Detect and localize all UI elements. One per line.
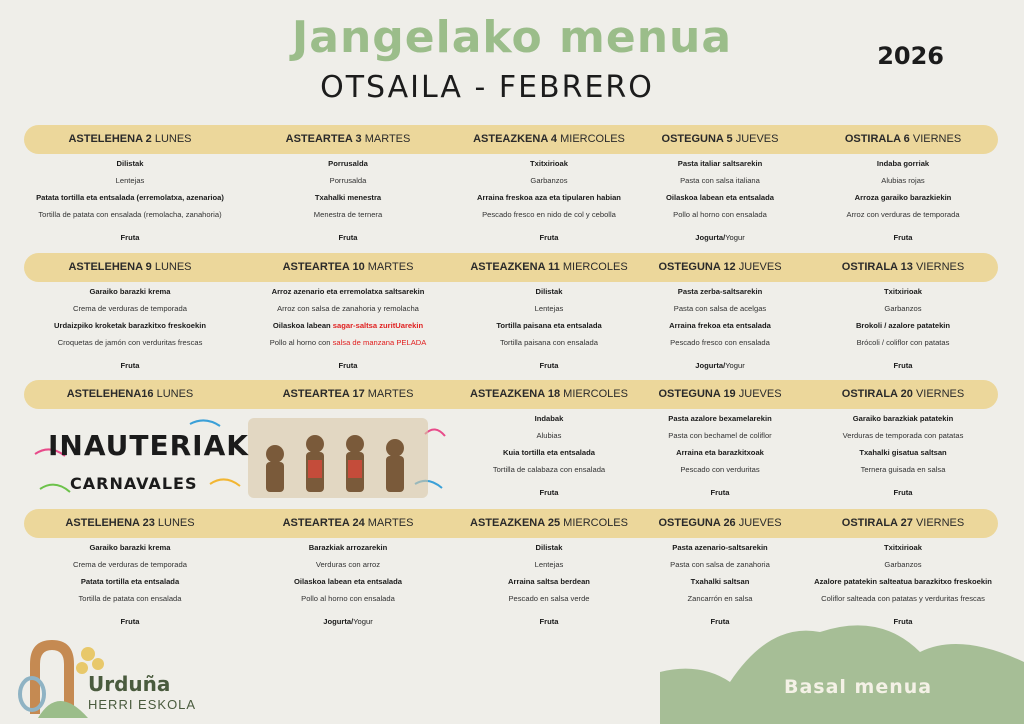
day-menu <box>803 543 1003 634</box>
school-subtitle: HERRI ESKOLA <box>88 697 197 712</box>
day-name-spanish: MARTES <box>367 517 414 529</box>
day-header <box>635 380 805 409</box>
day-name-basque: ASTEARTEA 3 <box>285 133 362 145</box>
dish-spanish: Pasta con salsa italiana <box>680 176 760 185</box>
dish-spanish: Arroz con salsa de zanahoria y remolacha <box>277 304 419 313</box>
dish-spanish: Tortilla de patata con ensalada (remolacha, zanahoria) <box>38 210 222 219</box>
dish-spanish: Crema de verduras de temporada <box>73 304 187 313</box>
day-menu <box>803 414 1003 505</box>
dish-spanish: Porrusalda <box>329 176 367 185</box>
day-name-basque: ASTELEHENA 23 <box>65 517 155 529</box>
day-name-spanish: JUEVES <box>735 133 779 145</box>
dish-basque: Txahalki gisatua saltsan <box>859 448 947 457</box>
dish-basque: Arraina saltsa berdean <box>508 577 590 586</box>
day-header <box>243 380 453 409</box>
dish-basque: Indabak <box>534 414 564 423</box>
dish-basque: Fruta <box>539 617 559 626</box>
dish-basque: Jogurta/Yogur <box>695 361 745 370</box>
day-menu <box>635 414 805 505</box>
day-name-spanish: LUNES <box>154 133 192 145</box>
dish-basque: Garaiko barazki krema <box>89 543 171 552</box>
dish-basque: Dilistak <box>116 159 144 168</box>
day-name-basque: OSTIRALA 6 <box>844 133 910 145</box>
day-name-basque: OSTEGUNA 26 <box>658 517 736 529</box>
dish-basque: Patata tortilla eta entsalada (erremolatxa, azenarioa) <box>36 193 224 202</box>
month-title: OTSAILA - FEBRERO <box>320 70 654 105</box>
day-header <box>15 253 245 282</box>
dish-basque: Dilistak <box>535 287 563 296</box>
day-header <box>454 509 644 538</box>
dish-basque: Pasta azenario-saltsarekin <box>672 543 768 552</box>
day-name-basque: ASTEARTEA 17 <box>282 388 365 400</box>
day-header <box>243 125 453 154</box>
dish-spanish: Pescado con verduritas <box>680 465 760 474</box>
day-name-spanish: JUEVES <box>738 261 782 273</box>
carnival-banner <box>30 414 450 506</box>
dish-spanish: Pescado fresco con ensalada <box>670 338 770 347</box>
day-header <box>803 125 1003 154</box>
page-title: Jangelako menua <box>291 12 733 63</box>
day-menu <box>15 287 245 378</box>
dish-spanish: Pasta con salsa de zanahoria <box>670 560 770 569</box>
day-name-spanish: JUEVES <box>738 388 782 400</box>
dish-basque: Arroz azenario eta erremolatxa saltsarekin <box>271 287 425 296</box>
dish-spanish: Tortilla paisana con ensalada <box>500 338 598 347</box>
day-name-spanish: VIERNES <box>915 517 965 529</box>
dish-basque: Fruta <box>893 361 913 370</box>
day-name-basque: ASTEARTEA 10 <box>282 261 365 273</box>
dish-basque: Pasta zerba-saltsarekin <box>677 287 763 296</box>
day-menu <box>454 543 644 634</box>
dish-basque: Fruta <box>893 233 913 242</box>
year-label: 2026 <box>877 42 944 70</box>
day-name-basque: OSTEGUNA 5 <box>661 133 733 145</box>
dish-basque: Fruta <box>893 617 913 626</box>
dish-basque: Barazkiak arrozarekin <box>308 543 388 552</box>
day-name-basque: OSTEGUNA 12 <box>658 261 736 273</box>
dish-spanish: Lentejas <box>115 176 145 185</box>
dish-spanish: Lentejas <box>534 560 564 569</box>
dish-spanish: Lentejas <box>534 304 564 313</box>
dish-basque: Txahalki menestra <box>314 193 382 202</box>
dish-spanish: Pescado fresco en nido de col y cebolla <box>482 210 616 219</box>
dish-basque: Fruta <box>893 488 913 497</box>
carnival-title: INAUTERIAK <box>48 429 249 462</box>
day-header <box>454 380 644 409</box>
dish-spanish: Garbanzos <box>884 304 922 313</box>
carnival-subtitle: CARNAVALES <box>70 474 198 493</box>
day-menu <box>803 287 1003 378</box>
dish-spanish: Brócoli / coliflor con patatas <box>856 338 950 347</box>
day-header <box>803 253 1003 282</box>
dish-basque: Fruta <box>120 617 140 626</box>
dish-spanish: Croquetas de jamón con verduritas frescas <box>57 338 203 347</box>
day-header <box>635 125 805 154</box>
dish-basque: Arroza garaiko barazkiekin <box>854 193 952 202</box>
dish-basque: Txahalki saltsan <box>690 577 750 586</box>
dish-basque: Fruta <box>710 488 730 497</box>
day-name-spanish: MIERCOLES <box>563 388 628 400</box>
dish-basque: Fruta <box>539 233 559 242</box>
dish-basque: Fruta <box>338 361 358 370</box>
day-header <box>803 380 1003 409</box>
day-name-basque: ASTEAZKENA 4 <box>473 133 558 145</box>
day-header <box>243 253 453 282</box>
day-name-spanish: MIERCOLES <box>562 261 628 273</box>
dish-spanish: Pasta con bechamel de coliflor <box>668 431 772 440</box>
school-name: Urduña <box>88 672 171 696</box>
dish-basque: Oilaskoa labean eta entsalada <box>665 193 775 202</box>
day-header <box>15 380 245 409</box>
day-name-spanish: LUNES <box>154 261 192 273</box>
day-menu <box>243 543 453 634</box>
day-name-basque: OSTIRALA 27 <box>841 517 913 529</box>
dish-basque: Fruta <box>120 233 140 242</box>
dish-spanish: Pollo al horno con salsa de manzana PELADA <box>269 338 427 347</box>
day-name-basque: OSTIRALA 13 <box>841 261 913 273</box>
dish-basque: Arraina frekoa eta entsalada <box>669 321 771 330</box>
dish-basque: Oilaskoa labean sagar-saltsa zuritUarekin <box>272 321 424 330</box>
dish-basque: Fruta <box>539 361 559 370</box>
dish-spanish: Garbanzos <box>884 560 922 569</box>
dish-basque: Fruta <box>539 488 559 497</box>
dish-spanish: Tortilla de calabaza con ensalada <box>492 465 606 474</box>
dish-spanish: Tortilla de patata con ensalada <box>78 594 182 603</box>
day-name-spanish: VIERNES <box>915 261 965 273</box>
dish-spanish: Pollo al horno con ensalada <box>673 210 767 219</box>
dish-basque: Fruta <box>710 617 730 626</box>
day-name-basque: ASTELEHENA 2 <box>68 133 152 145</box>
dish-basque: Kuia tortilla eta entsalada <box>503 448 595 457</box>
dish-basque: Arraina freskoa aza eta tipularen habian <box>477 193 621 202</box>
day-menu <box>635 543 805 634</box>
day-name-basque: ASTEARTEA 24 <box>282 517 365 529</box>
day-name-spanish: MIERCOLES <box>563 517 628 529</box>
dish-spanish: Verduras de temporada con patatas <box>842 431 964 440</box>
day-menu <box>243 159 453 250</box>
day-name-basque: OSTIRALA 20 <box>841 388 913 400</box>
day-name-spanish: MARTES <box>367 388 414 400</box>
dish-basque: Jogurta/Yogur <box>323 617 373 626</box>
day-name-basque: ASTEAZKENA 18 <box>470 388 561 400</box>
dish-spanish: Zancarrón en salsa <box>687 594 753 603</box>
dish-spanish: Verduras con arroz <box>315 560 381 569</box>
day-name-spanish: VIERNES <box>912 133 962 145</box>
dish-spanish: Arroz con verduras de temporada <box>846 210 960 219</box>
day-name-spanish: MARTES <box>364 133 411 145</box>
day-name-basque: ASTEAZKENA 11 <box>470 261 560 273</box>
dish-basque: Arraina eta barazkitxoak <box>676 448 764 457</box>
day-header <box>15 125 245 154</box>
day-name-basque: ASTEAZKENA 25 <box>470 517 561 529</box>
dish-spanish: Pasta con salsa de acelgas <box>673 304 767 313</box>
day-menu <box>635 287 805 378</box>
dish-spanish: Ternera guisada en salsa <box>860 465 946 474</box>
dish-spanish: Alubias <box>536 431 562 440</box>
day-header <box>803 509 1003 538</box>
day-name-basque: ASTELEHENA16 <box>66 388 154 400</box>
dish-basque: Jogurta/Yogur <box>695 233 745 242</box>
day-header <box>243 509 453 538</box>
day-menu <box>803 159 1003 250</box>
day-menu <box>454 414 644 505</box>
dish-basque: Txitxirioak <box>884 543 922 552</box>
dish-basque: Brokoli / azalore patatekin <box>855 321 951 330</box>
dish-basque: Pasta italiar saltsarekin <box>677 159 763 168</box>
day-menu <box>454 159 644 250</box>
day-name-basque: ASTELEHENA 9 <box>68 261 152 273</box>
dish-spanish: Pollo al horno con ensalada <box>301 594 395 603</box>
dish-spanish: Coliflor salteada con patatas y verduritas frescas <box>821 594 985 603</box>
day-header <box>15 509 245 538</box>
dish-basque: Fruta <box>338 233 358 242</box>
day-menu <box>15 543 245 634</box>
dish-basque: Tortilla paisana eta entsalada <box>496 321 602 330</box>
day-name-spanish: JUEVES <box>738 517 782 529</box>
dish-spanish: Pescado en salsa verde <box>508 594 590 603</box>
day-name-spanish: LUNES <box>157 517 195 529</box>
day-menu <box>454 287 644 378</box>
dish-basque: Oilaskoa labean eta entsalada <box>293 577 403 586</box>
dish-basque: Garaiko barazki krema <box>89 287 171 296</box>
dish-basque: Garaiko barazkiak patatekin <box>852 414 954 423</box>
day-header <box>454 125 644 154</box>
dish-basque: Azalore patatekin salteatua barazkitxo freskoekin <box>814 577 992 586</box>
dish-basque: Urdaizpiko kroketak barazkitxo freskoekin <box>54 321 206 330</box>
dish-basque: Txitxirioak <box>884 287 922 296</box>
dish-spanish: Garbanzos <box>530 176 568 185</box>
dish-spanish: Alubias rojas <box>881 176 925 185</box>
day-menu <box>635 159 805 250</box>
dish-basque: Patata tortilla eta entsalada <box>80 577 180 586</box>
dish-basque: Porrusalda <box>328 159 368 168</box>
day-header <box>635 253 805 282</box>
dish-spanish: Crema de verduras de temporada <box>73 560 187 569</box>
day-name-basque: OSTEGUNA 19 <box>658 388 736 400</box>
menu-type-label: Basal menua <box>784 676 933 698</box>
day-header <box>454 253 644 282</box>
dish-basque: Pasta azalore bexamelarekin <box>668 414 772 423</box>
dish-basque: Txitxirioak <box>530 159 568 168</box>
day-name-spanish: MIERCOLES <box>560 133 625 145</box>
day-menu <box>15 159 245 250</box>
day-name-spanish: VIERNES <box>915 388 965 400</box>
dish-spanish: Menestra de ternera <box>313 210 383 219</box>
day-name-spanish: LUNES <box>156 388 194 400</box>
day-name-spanish: MARTES <box>367 261 414 273</box>
dish-basque: Dilistak <box>535 543 563 552</box>
day-menu <box>243 287 453 378</box>
dish-basque: Indaba gorriak <box>876 159 930 168</box>
dish-basque: Fruta <box>120 361 140 370</box>
day-header <box>635 509 805 538</box>
